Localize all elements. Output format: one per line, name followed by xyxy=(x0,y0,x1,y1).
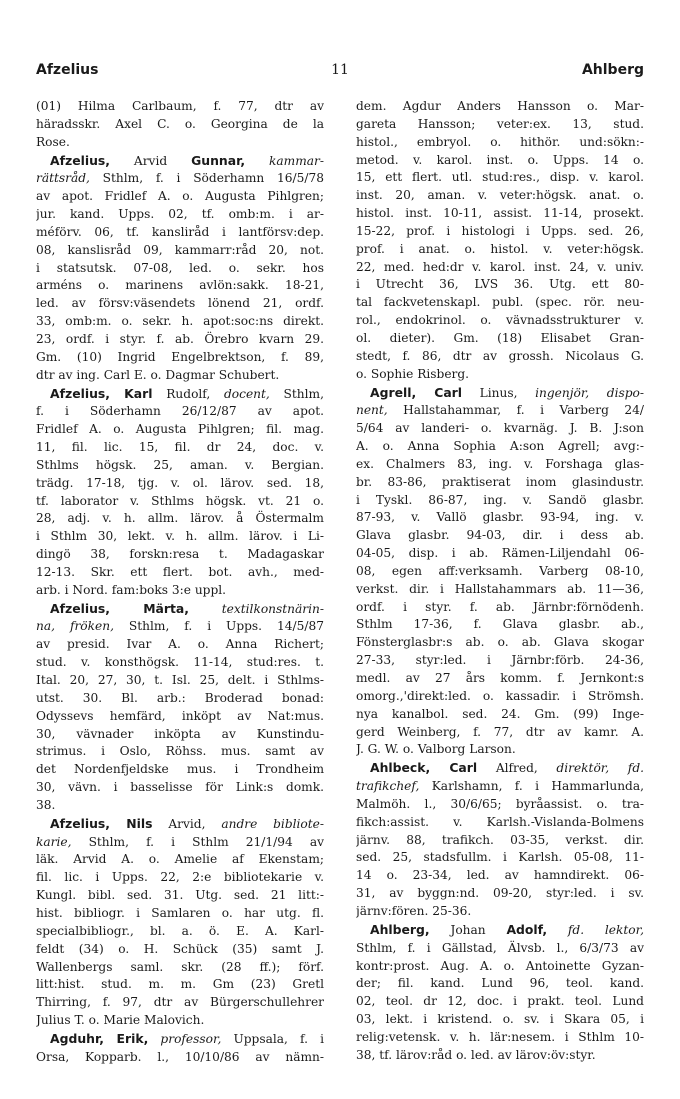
entry-text: stud. v. konsthögsk. 11-14, stud:res. t. xyxy=(36,655,324,670)
entry-title: nent, xyxy=(356,403,388,418)
entry-text: méförv. 06, tf. kansliråd i lantförsv:dep. xyxy=(36,224,324,239)
entry-text: i Sthlm 30, lekt. v. h. allm. lärov. i Li- xyxy=(36,529,324,544)
entry-text: strimus. i Oslo, Röhss. mus. samt av xyxy=(36,744,324,759)
text-line xyxy=(356,581,644,599)
entry-text: 31, av byggn:nd. 09-20, styr:led. i sv. xyxy=(356,886,644,901)
entry-name: Agrell, Carl xyxy=(370,384,463,400)
text-line xyxy=(36,761,324,779)
entry-text: dem. Agdur Anders Hansson o. Mar- xyxy=(356,99,644,113)
entry-text: fil. lic. i Upps. 22, 2:e bibliotekarie v. xyxy=(36,870,324,885)
entry-name: Adolf, xyxy=(506,921,548,937)
entry-text: 11, fil. lic. 15, fil. dr 24, doc. v. xyxy=(36,440,324,455)
entry-text: tf. laborator v. Sthlms högsk. vt. 21 o. xyxy=(36,493,324,508)
entry-text: 22, med. hed:dr v. karol. inst. 24, v. univ. xyxy=(356,259,644,274)
entry-text: Sthlms högsk. 25, aman. v. Bergian. xyxy=(36,457,324,472)
entry-text: nya kanalbol. sed. 24. Gm. (99) Inge- xyxy=(356,706,644,721)
entry-text: hist. bibliogr. i Samlaren o. har utg. fl. xyxy=(36,905,324,920)
text-line xyxy=(36,188,324,206)
text-line xyxy=(356,134,644,152)
entry-text: Julius T. o. Marie Malovich. xyxy=(36,1013,205,1028)
text-line xyxy=(356,241,644,259)
entry-text: 87-93, v. Vallö glasbr. 93-94, ing. v. xyxy=(356,510,644,525)
entry-text: 5/64 av landeri- o. kvarnäg. J. B. J:son xyxy=(356,421,644,436)
text-line xyxy=(356,474,644,492)
text-line xyxy=(36,1049,324,1067)
entry-heading-line xyxy=(356,921,644,940)
text-line xyxy=(356,259,644,277)
text-line xyxy=(356,849,644,867)
entry-name: Agduhr, Erik, xyxy=(50,1030,149,1046)
text-line xyxy=(36,941,324,959)
text-line xyxy=(36,654,324,672)
entry-text: rol., endokrinol. o. vävnadsstrukturer v. xyxy=(356,313,644,328)
text-line xyxy=(36,1012,324,1030)
entry-text: Sthlm, f. i Upps. 14/5/87 xyxy=(113,619,324,634)
entry-text: 12-13. Skr. ett flert. bot. avh., med- xyxy=(36,564,324,579)
text-line xyxy=(356,563,644,581)
entry-text: 02, teol. dr 12, doc. i prakt. teol. Lund xyxy=(356,994,644,1009)
text-line xyxy=(356,187,644,205)
text-line xyxy=(36,618,324,636)
entry-text: relig:vetensk. v. h. lär:nesem. i Sthlm 10- xyxy=(356,1029,644,1044)
text-line xyxy=(356,958,644,976)
text-line xyxy=(356,741,644,759)
text-line xyxy=(356,98,644,116)
text-line xyxy=(356,940,644,958)
entry-text: jur. kand. Upps. 02, tf. omb:m. i ar- xyxy=(36,207,324,222)
entry-text: ordf. i styr. f. ab. Järnbr:förnödenh. xyxy=(356,599,644,614)
text-line xyxy=(356,688,644,706)
left-column xyxy=(36,98,324,1067)
entry-name: Afzelius, Märta, xyxy=(50,600,189,616)
entry-text: Orsa, Kopparb. l., 10/10/86 av nämn- xyxy=(36,1049,324,1064)
entry-text: gareta Hansson; veter:ex. 13, stud. xyxy=(356,116,644,131)
text-line xyxy=(356,366,644,384)
entry-text: inst. 20, aman. v. veter:högsk. anat. o. xyxy=(356,188,644,203)
entry-text: stedt, f. 86, dtr av grossh. Nicolaus G. xyxy=(356,348,644,363)
entry-text: av presid. Ivar A. o. Anna Richert; xyxy=(36,637,324,652)
entry-text: i statsutsk. 07-08, led. o. sekr. hos xyxy=(36,260,324,275)
entry-text: 30, vävn. i basselisse för Link:s domk. xyxy=(36,780,324,795)
entry-title: fd. lektor, xyxy=(547,922,644,937)
entry-title: professor, xyxy=(148,1031,222,1046)
text-line xyxy=(356,616,644,634)
entry-text: av apot. Fridlef A. o. Augusta Pihlgren; xyxy=(36,189,324,204)
entry-text: specialbibliogr., bl. a. ö. E. A. Karl- xyxy=(36,923,324,938)
entry-text: 03, lekt. i kristend. o. sv. i Skara 05, i xyxy=(356,1012,644,1027)
entry-text: histol. inst. 10-11, assist. 11-14, prosekt. xyxy=(356,206,644,221)
text-line xyxy=(356,1029,644,1047)
text-line xyxy=(36,457,324,475)
entry-text: trädg. 17-18, tjg. v. ol. lärov. sed. 18, xyxy=(36,475,324,490)
entry-text: utst. 30. Bl. arb.: Broderad bonad: xyxy=(36,690,324,705)
text-line xyxy=(36,959,324,977)
text-line xyxy=(36,726,324,744)
entry-text: o. Sophie Risberg. xyxy=(356,366,470,381)
text-line xyxy=(356,527,644,545)
text-line xyxy=(356,312,644,330)
entry-text: ol. dieter). Gm. (18) Elisabet Gran- xyxy=(356,330,644,345)
text-line xyxy=(36,797,324,815)
entry-title: andre bibliote- xyxy=(221,816,324,831)
entry-name: Afzelius, Nils xyxy=(50,815,153,831)
text-line xyxy=(356,294,644,312)
text-line xyxy=(36,206,324,224)
entry-heading-line xyxy=(36,385,324,404)
entry-text: Fridlef A. o. Augusta Pihlgren; fil. mag. xyxy=(36,422,324,437)
text-line xyxy=(356,420,644,438)
text-line xyxy=(356,993,644,1011)
entry-title: ingenjör, dispo- xyxy=(535,385,644,400)
entry-text: Karlshamn, f. i Hammarlunda, xyxy=(419,779,644,794)
entry-title: kammar- xyxy=(245,153,324,168)
entry-heading-line xyxy=(36,1030,324,1049)
text-line xyxy=(36,887,324,905)
text-line xyxy=(356,867,644,885)
entry-heading-line xyxy=(356,759,644,778)
entry-text: medl. av 27 års komm. f. Jernkont:s xyxy=(356,671,644,685)
entry-text: 04-05, disp. i ab. Rämen-Liljendahl 06- xyxy=(356,546,644,561)
text-line xyxy=(356,205,644,223)
entry-text: 28, adj. v. h. allm. lärov. å Östermalm xyxy=(36,511,324,526)
entry-text: 08, kanslisråd 09, kammarr:råd 20, not. xyxy=(36,242,324,257)
entry-text: der; fil. kand. Lund 96, teol. kand. xyxy=(356,976,644,991)
entry-text: Wallenbergs saml. skr. (28 ff.); förf. xyxy=(36,959,324,974)
text-line xyxy=(356,492,644,510)
text-line xyxy=(356,832,644,850)
text-line xyxy=(36,367,324,385)
text-line xyxy=(36,905,324,923)
entry-name: Afzelius, xyxy=(50,152,110,168)
text-line xyxy=(356,1011,644,1029)
entry-text: häradsskr. Axel C. o. Georgina de la xyxy=(36,116,324,131)
entry-text: järnv:fören. 25-36. xyxy=(356,903,472,918)
entry-text: Sthlm 17-36, f. Glava glasbr. ab., xyxy=(356,617,644,632)
text-line xyxy=(356,778,644,796)
entry-text: Kungl. bibl. sed. 31. Utg. sed. 21 litt:- xyxy=(36,888,324,903)
text-line xyxy=(36,834,324,852)
entry-text: prof. i anat. o. histol. v. veter:högsk. xyxy=(356,241,644,256)
entry-text: tal fackvetenskapl. publ. (spec. rör. neu- xyxy=(356,295,644,310)
entry-text: Alfred, xyxy=(477,761,557,776)
text-line xyxy=(356,706,644,724)
text-line xyxy=(36,869,324,887)
entry-text: Hallstahammar, f. i Varberg 24/ xyxy=(387,403,644,418)
entry-text: dtr av ing. Carl E. o. Dagmar Schubert. xyxy=(36,367,280,382)
entry-text: Sthlm, f. i Sthlm 21/1/94 av xyxy=(71,834,324,849)
entry-title: trafikchef, xyxy=(356,779,420,794)
text-line xyxy=(356,634,644,652)
text-line xyxy=(36,242,324,260)
entry-text: histol., embryol. o. hithör. und:sökn:- xyxy=(356,134,644,149)
text-line xyxy=(36,690,324,708)
entry-text: omorg.,'direkt:led. o. kassadir. i Strömsh. xyxy=(356,688,644,703)
text-line xyxy=(356,975,644,993)
entry-text: verkst. dir. i Hallstahammars ab. 11—36, xyxy=(356,581,644,596)
entry-name: Gunnar, xyxy=(191,152,246,168)
text-line xyxy=(36,421,324,439)
entry-text: 38. xyxy=(36,797,56,812)
entry-text: Thirring, f. 97, dtr av Bürgerschullehrer xyxy=(36,995,324,1010)
entry-name: Afzelius, Karl xyxy=(50,385,153,401)
text-line xyxy=(36,976,324,994)
entry-text: kontr:prost. Aug. A. o. Antoinette Gyzan- xyxy=(356,958,644,973)
text-line xyxy=(36,779,324,797)
text-line xyxy=(356,152,644,170)
page-header xyxy=(36,62,644,86)
entry-text: f. i Söderhamn 26/12/87 av apot. xyxy=(36,404,324,419)
text-line xyxy=(36,708,324,726)
entry-heading-line xyxy=(36,815,324,834)
text-line xyxy=(356,652,644,670)
entry-text: (01) Hilma Carlbaum, f. 77, dtr av xyxy=(36,99,324,113)
entry-text: 38, tf. lärov:råd o. led. av lärov:öv:styr. xyxy=(356,1047,596,1062)
entry-text: Arvid xyxy=(110,153,192,168)
text-line xyxy=(36,528,324,546)
entry-name: Ahlbeck, Carl xyxy=(370,760,478,776)
text-line xyxy=(36,116,324,134)
entry-text: Sthlm, f. i Söderhamn 16/5/78 xyxy=(89,171,324,186)
header-last-entry: Ahlberg xyxy=(581,62,644,78)
entry-text: Ital. 20, 27, 30, t. Isl. 25, delt. i Sthlms- xyxy=(36,673,324,687)
entry-text: J. G. W. o. Valborg Larson. xyxy=(356,742,516,757)
entry-text: Uppsala, f. i xyxy=(221,1031,324,1046)
entry-text: gerd Weinberg, f. 77, dtr av kamr. A. xyxy=(356,724,644,739)
entry-text: litt:hist. stud. m. m. Gm (23) Gretl xyxy=(36,977,324,992)
text-line xyxy=(36,260,324,278)
entry-text: Sthlm, f. i Gällstad, Älvsb. l., 6/3/73 av xyxy=(356,940,644,955)
entry-text: arb. i Nord. fam:boks 3:e uppl. xyxy=(36,582,227,597)
entry-text: Malmöh. l., 30/6/65; byråassist. o. tra- xyxy=(356,796,644,811)
text-line xyxy=(36,923,324,941)
entry-text: ex. Chalmers 83, ing. v. Forshaga glas- xyxy=(356,456,644,471)
entry-title: docent, xyxy=(224,386,270,401)
entry-text: Fönsterglasbr:s ab. o. ab. Glava skogar xyxy=(356,635,644,650)
entry-text: i Tyskl. 86-87, ing. v. Sandö glasbr. xyxy=(356,492,644,507)
text-line xyxy=(36,546,324,564)
entry-text: feldt (34) o. H. Schück (35) samt J. xyxy=(36,941,324,956)
text-line xyxy=(356,169,644,187)
text-line xyxy=(36,564,324,582)
text-line xyxy=(356,402,644,420)
entry-text: 14 o. 23-34, led. av hamndirekt. 06- xyxy=(356,868,644,883)
text-line xyxy=(356,456,644,474)
entry-text: sed. 25, stadsfullm. i Karlsh. 05-08, 11- xyxy=(356,850,644,865)
text-line xyxy=(36,743,324,761)
text-line xyxy=(36,295,324,313)
text-line xyxy=(36,493,324,511)
text-line xyxy=(356,223,644,241)
text-line xyxy=(356,276,644,294)
text-line xyxy=(36,331,324,349)
entry-title: karie, xyxy=(36,834,72,849)
text-line xyxy=(356,724,644,742)
entry-text: Linus, xyxy=(462,385,536,400)
text-line xyxy=(356,116,644,134)
text-line xyxy=(36,98,324,116)
text-line xyxy=(36,672,324,690)
entry-heading-line xyxy=(356,384,644,403)
entry-text: Odyssevs hemfärd, inköpt av Nat:mus. xyxy=(36,708,324,723)
entry-heading-line xyxy=(36,600,324,619)
text-line xyxy=(36,403,324,421)
right-column xyxy=(356,98,644,1065)
text-line xyxy=(36,582,324,600)
entry-title: na, fröken, xyxy=(36,619,114,634)
entry-text: 33, omb:m. o. sekr. h. apot:soc:ns direkt. xyxy=(36,314,324,329)
entry-text: 30, vävnader inköpta av Kunstindu- xyxy=(36,726,324,741)
text-line xyxy=(356,670,644,688)
text-line xyxy=(356,903,644,921)
entry-text: metod. v. karol. inst. o. Upps. 14 o. xyxy=(356,152,644,167)
text-line xyxy=(356,796,644,814)
entry-text: arméns o. marinens avlön:sakk. 18-21, xyxy=(36,278,324,293)
entry-text: Glava glasbr. 94-03, dir. i dess ab. xyxy=(356,528,644,543)
entry-text: fikch:assist. v. Karlsh.-Vislanda-Bolmens xyxy=(356,814,644,829)
text-line xyxy=(36,994,324,1012)
entry-text: 15, ett flert. utl. stud:res., disp. v. karol. xyxy=(356,170,644,185)
text-line xyxy=(36,313,324,331)
entry-text: Arvid, xyxy=(152,816,222,831)
text-line xyxy=(36,439,324,457)
entry-text: läk. Arvid A. o. Amelie af Ekenstam; xyxy=(36,852,324,867)
page-number: 11 xyxy=(331,62,349,78)
entry-text: järnv. 88, trafikch. 03-35, verkst. dir. xyxy=(356,832,644,847)
header-first-entry: Afzelius xyxy=(36,62,99,78)
entry-text: Sthlm, xyxy=(269,386,324,401)
text-line xyxy=(356,545,644,563)
entry-text: Rose. xyxy=(36,134,70,149)
entry-text: 23, ordf. i styr. f. ab. Örebro kvarn 29. xyxy=(36,331,324,346)
text-line xyxy=(36,349,324,367)
text-line xyxy=(36,851,324,869)
entry-title: textilkonstnärin- xyxy=(189,601,324,616)
text-line xyxy=(36,277,324,295)
entry-text: dingö 38, forskn:resa t. Madagaskar xyxy=(36,547,324,562)
entry-title: rättsråd, xyxy=(36,171,90,186)
entry-title: direktör, fd. xyxy=(556,761,644,776)
entry-text: 08, egen aff:verksamh. Varberg 08-10, xyxy=(356,563,644,578)
text-line xyxy=(36,170,324,188)
entry-name: Ahlberg, xyxy=(370,921,430,937)
text-line xyxy=(356,330,644,348)
entry-text: led. av försv:väsendets lönend 21, ordf. xyxy=(36,296,324,311)
entry-text: det Nordenfjeldske mus. i Trondheim xyxy=(36,762,324,777)
entry-heading-line xyxy=(36,152,324,171)
entry-text: i Utrecht 36, LVS 36. Utg. ett 80- xyxy=(356,277,644,292)
entry-text: Rudolf, xyxy=(152,386,224,401)
text-line xyxy=(356,1047,644,1065)
entry-text: 15-22, prof. i histologi i Upps. sed. 26, xyxy=(356,223,644,238)
text-line xyxy=(36,510,324,528)
text-line xyxy=(356,599,644,617)
text-line xyxy=(356,348,644,366)
text-line xyxy=(36,636,324,654)
entry-text: Johan xyxy=(429,922,507,937)
entry-text: br. 83-86, praktiserat inom glasindustr. xyxy=(356,474,644,489)
text-line xyxy=(36,224,324,242)
text-line xyxy=(36,475,324,493)
text-line xyxy=(356,885,644,903)
text-line xyxy=(36,134,324,152)
entry-text: A. o. Anna Sophia A:son Agrell; avg:- xyxy=(356,439,644,454)
text-line xyxy=(356,814,644,832)
text-line xyxy=(356,438,644,456)
text-line xyxy=(356,509,644,527)
entry-text: Gm. (10) Ingrid Engelbrektson, f. 89, xyxy=(36,349,324,364)
entry-text: 27-33, styr:led. i Järnbr:förb. 24-36, xyxy=(356,653,644,668)
